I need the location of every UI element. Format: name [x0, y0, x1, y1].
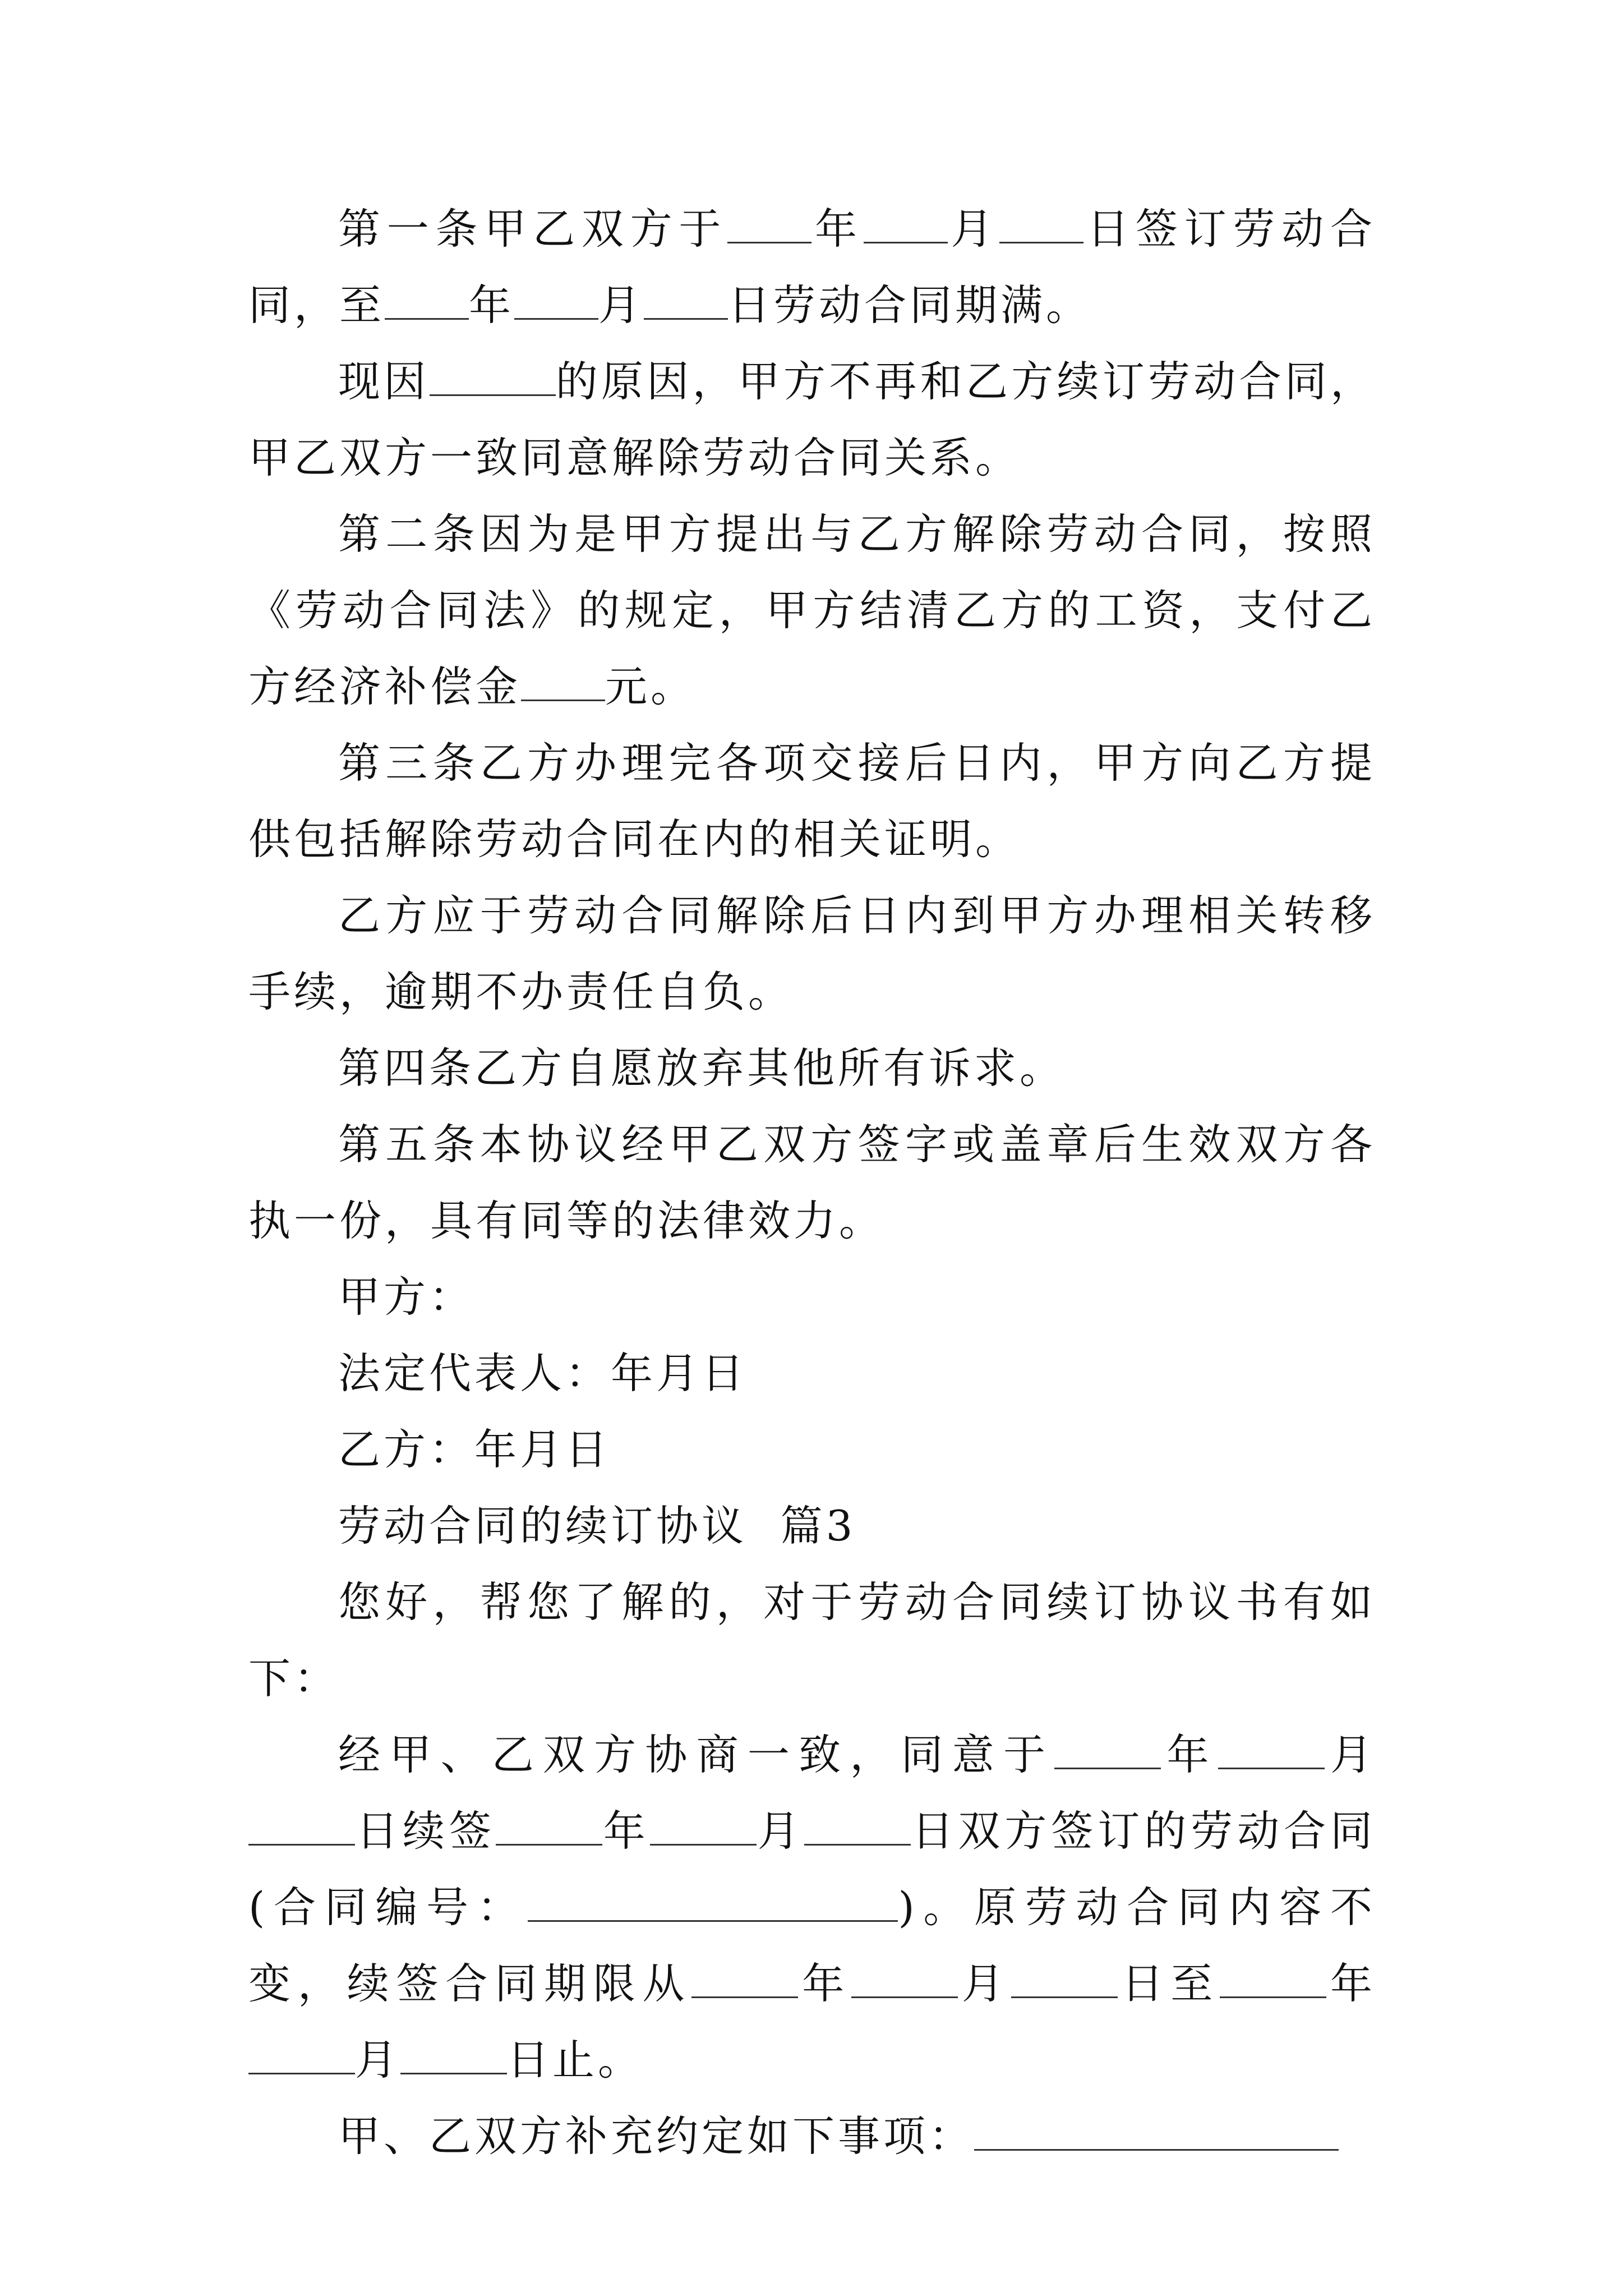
text-segment: 年 [1326, 1959, 1376, 2008]
text-segment: )。原劳动合同内容不变，续签合同期限从 [248, 1883, 1376, 2008]
text-segment: 年 [469, 280, 515, 330]
text-segment: 日签订劳动合同，至 [248, 204, 1376, 330]
paragraph-renewal [248, 1717, 1376, 2098]
blank-field [644, 284, 728, 320]
paragraph-intro: 您好，帮您了解的，对于劳动合同续订协议书有如下： [248, 1577, 1376, 1703]
blank-field [1054, 1734, 1161, 1769]
blank-field [864, 208, 948, 243]
blank-field [514, 284, 598, 320]
text-segment: 月 [355, 2035, 401, 2085]
text-segment: 第二条因为是甲方提出与乙方解除劳动合同，按照《劳动合同法》的规定，甲方结清乙方的工资，支付乙方经济补偿金 [248, 509, 1376, 711]
text-segment: 甲、乙双方补充约定如下事项： [338, 2111, 975, 2161]
paragraph-supplementary [248, 2098, 1376, 2174]
paragraph-reason [248, 343, 1376, 496]
section-heading: 劳动合同的续订协议 篇3 [338, 1501, 856, 1550]
signature-legal-rep: 法定代表人：年月日 [338, 1349, 748, 1398]
text-segment: 月 [947, 204, 1000, 254]
blank-field [974, 2115, 1339, 2151]
text-segment: 月 [958, 1959, 1011, 2008]
text-segment: 日劳动合同期满。 [728, 280, 1092, 330]
text-segment: 日续签 [355, 1806, 496, 1856]
text-segment: 年 [602, 1806, 650, 1856]
blank-field [999, 208, 1083, 243]
text-segment: 的原因，甲方不再和乙方续订劳动合同，甲乙双方一致同意解除劳动合同关系。 [248, 357, 1376, 482]
signature-party-a: 甲方： [338, 1272, 475, 1322]
blank-field [691, 1963, 798, 1998]
signature-party-b: 乙方：年月日 [338, 1425, 611, 1474]
document-body [248, 191, 1376, 2174]
blank-field [496, 1810, 602, 1846]
blank-field [650, 1810, 757, 1846]
text-segment: 现因 [338, 357, 430, 406]
paragraph-article-4: 第四条乙方自愿放弃其他所有诉求。 [338, 1043, 1066, 1093]
blank-field [430, 361, 556, 396]
text-segment: 经甲、乙双方协商一致，同意于 [338, 1730, 1055, 1779]
blank-field [248, 2039, 355, 2074]
paragraph-article-3: 第三条乙方办理完各项交接后日内，甲方向乙方提供包括解除劳动合同在内的相关证明。 [248, 738, 1376, 864]
blank-field [804, 1810, 911, 1846]
text-segment: 月 [756, 1806, 804, 1856]
blank-field [1218, 1734, 1325, 1769]
blank-field [528, 1887, 898, 1922]
text-segment: 月 [598, 280, 644, 330]
blank-field [248, 1810, 355, 1846]
text-segment: 日双方签订的劳动合同(合同编号： [248, 1806, 1376, 1932]
blank-field [1011, 1963, 1118, 1998]
blank-field [851, 1963, 958, 1998]
blank-field [727, 208, 811, 243]
paragraph-article-5: 第五条本协议经甲乙双方签字或盖章后生效双方各执一份，具有同等的法律效力。 [248, 1120, 1376, 1245]
blank-field [385, 284, 469, 320]
text-segment: 年 [798, 1959, 852, 2008]
text-segment: 元。 [605, 662, 697, 711]
text-segment: 第一条甲乙双方于 [338, 204, 728, 254]
blank-field [521, 666, 605, 701]
text-segment: 年 [1161, 1730, 1218, 1779]
text-segment: 日止。 [507, 2035, 644, 2085]
paragraph-transfer: 乙方应于劳动合同解除后日内到甲方办理相关转移手续，逾期不办责任自负。 [248, 891, 1376, 1016]
text-segment: 日至 [1117, 1959, 1220, 2008]
blank-field [1220, 1963, 1326, 1998]
blank-field [400, 2039, 507, 2074]
text-segment: 年 [811, 204, 864, 254]
text-segment: 月 [1324, 1730, 1376, 1779]
paragraph-article-1 [248, 191, 1376, 343]
paragraph-article-2 [248, 496, 1376, 725]
